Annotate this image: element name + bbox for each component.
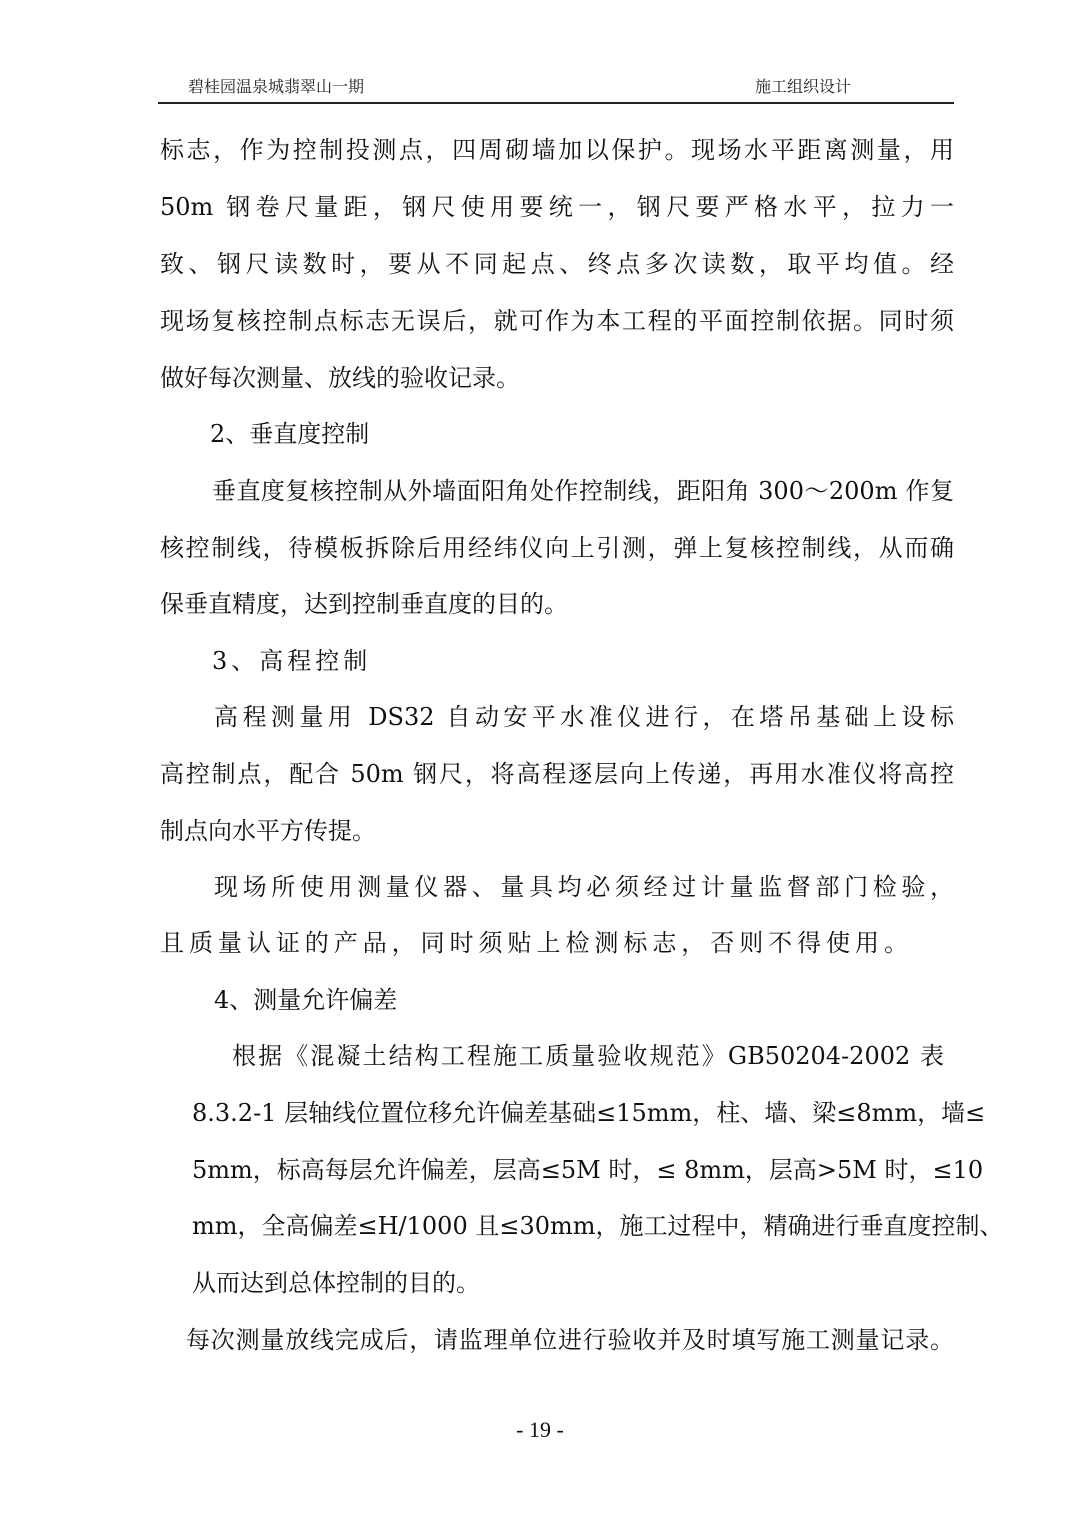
text-line: 核控制线，待模板拆除后用经纬仪向上引测，弹上复核控制线，从而确 [160, 534, 954, 562]
text-line: 致、钢尺读数时，要从不同起点、终点多次读数，取平均值。经 [160, 250, 954, 278]
text-line: 高程测量用 DS32 自动安平水准仪进行，在塔吊基础上设标 [214, 703, 954, 731]
section-heading: 4、测量允许偏差 [214, 986, 398, 1014]
text-line: 现场复核控制点标志无误后，就可作为本工程的平面控制依据。同时须 [160, 307, 954, 335]
text-line: 现场所使用测量仪器、量具均必须经过计量监督部门检验， [214, 873, 954, 901]
page-header [158, 76, 954, 104]
text-line: 5mm，标高每层允许偏差，层高≤5M 时，≤ 8mm，层高>5M 时，≤10 [192, 1156, 984, 1184]
text-line: mm，全高偏差≤H/1000 且≤30mm，施工过程中，精确进行垂直度控制、 [192, 1212, 1004, 1240]
section-heading: 3、高程控制 [212, 647, 372, 675]
text-line: 垂直度复核控制从外墙面阳角处作控制线，距阳角 300～200m 作复 [212, 477, 954, 505]
header-document-type: 施工组织设计 [755, 77, 852, 96]
text-line: 且质量认证的产品，同时须贴上检测标志，否则不得使用。 [160, 929, 908, 957]
section-heading: 2、垂直度控制 [210, 420, 370, 448]
text-line: 从而达到总体控制的目的。 [192, 1269, 480, 1297]
page-number: - 19 - [516, 1417, 564, 1442]
text-line: 标志，作为控制投测点，四周砌墙加以保护。现场水平距离测量，用 [160, 136, 954, 164]
text-line: 高控制点，配合 50m 钢尺，将高程逐层向上传递，再用水准仪将高控 [160, 760, 954, 788]
text-line: 做好每次测量、放线的验收记录。 [160, 364, 520, 392]
text-line: 制点向水平方传提。 [160, 817, 376, 845]
text-line: 每次测量放线完成后，请监理单位进行验收并及时填写施工测量记录。 [186, 1326, 954, 1354]
header-project-name: 碧桂园温泉城翡翠山一期 [188, 77, 365, 96]
text-line: 根据《混凝土结构工程施工质量验收规范》GB50204-2002 表 [232, 1042, 944, 1070]
text-line: 8.3.2-1 层轴线位置位移允许偏差基础≤15mm，柱、墙、梁≤8mm，墙≤ [192, 1099, 986, 1127]
text-line: 50m 钢卷尺量距，钢尺使用要统一，钢尺要严格水平，拉力一 [160, 193, 954, 221]
text-line: 保垂直精度，达到控制垂直度的目的。 [160, 590, 568, 618]
